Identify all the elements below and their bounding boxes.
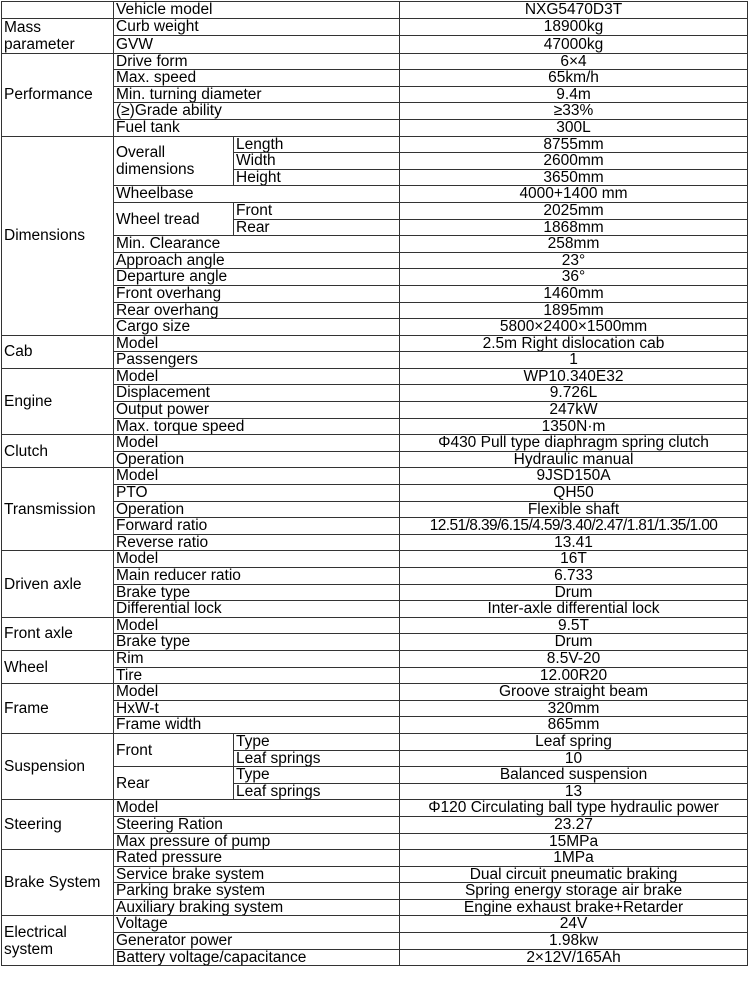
- param-label: Model: [114, 551, 400, 568]
- param-value: 8755mm: [400, 136, 748, 153]
- param-label: Differential lock: [114, 601, 400, 618]
- param-label: Forward ratio: [114, 518, 400, 535]
- group-title: Electrical system: [2, 916, 114, 966]
- table-row: [2, 485, 748, 502]
- param-label: Rated pressure: [114, 850, 400, 867]
- param-label: Model: [114, 468, 400, 485]
- table-row: [2, 252, 748, 269]
- param-value: Engine exhaust brake+Retarder: [400, 899, 748, 916]
- table-row: [2, 468, 748, 485]
- param-label: Type: [234, 733, 400, 750]
- table-row: [2, 700, 748, 717]
- param-value: 3650mm: [400, 169, 748, 186]
- table-row: [2, 684, 748, 701]
- table-row: [2, 767, 748, 784]
- table-row: [2, 352, 748, 369]
- param-value: Dual circuit pneumatic braking: [400, 866, 748, 883]
- group-title: Cab: [2, 335, 114, 368]
- table-row: [2, 883, 748, 900]
- table-row: [2, 717, 748, 734]
- param-label: (≥)Grade ability: [114, 103, 400, 120]
- param-value: 65km/h: [400, 70, 748, 87]
- param-value: 47000kg: [400, 36, 748, 54]
- table-row: [2, 568, 748, 585]
- table-row: [2, 119, 748, 136]
- param-value: 6.733: [400, 568, 748, 585]
- table-row: [2, 584, 748, 601]
- table-row: [2, 53, 748, 70]
- param-value: 1MPa: [400, 850, 748, 867]
- table-row: [2, 36, 748, 54]
- param-label: Length: [234, 136, 400, 153]
- table-row: [2, 650, 748, 667]
- param-value: 13: [400, 783, 748, 800]
- table-row: [2, 385, 748, 402]
- param-label: Model: [114, 617, 400, 634]
- table-row: [2, 435, 748, 452]
- param-label: Vehicle model: [114, 2, 400, 19]
- table-row: [2, 850, 748, 867]
- param-label: Parking brake system: [114, 883, 400, 900]
- param-label: Rear overhang: [114, 302, 400, 319]
- group-title: Performance: [2, 53, 114, 136]
- param-value: 23°: [400, 252, 748, 269]
- table-row: [2, 866, 748, 883]
- param-label: Battery voltage/capacitance: [114, 949, 400, 966]
- table-row: [2, 551, 748, 568]
- param-value: 1: [400, 352, 748, 369]
- param-value: 4000+1400 mm: [400, 186, 748, 203]
- table-row: [2, 899, 748, 916]
- param-label: Model: [114, 335, 400, 352]
- param-label: Passengers: [114, 352, 400, 369]
- param-value: Drum: [400, 584, 748, 601]
- param-label: Leaf springs: [234, 750, 400, 767]
- table-row: [2, 103, 748, 120]
- table-row: [2, 285, 748, 302]
- param-label: Min. Clearance: [114, 236, 400, 253]
- param-value: QH50: [400, 485, 748, 502]
- param-label: Voltage: [114, 916, 400, 933]
- table-row: [2, 302, 748, 319]
- param-value: 13.41: [400, 534, 748, 551]
- subgroup-label: Rear: [114, 767, 234, 800]
- param-label: Frame width: [114, 717, 400, 734]
- table-row: [2, 916, 748, 933]
- table-row: [2, 236, 748, 253]
- param-label: Min. turning diameter: [114, 86, 400, 103]
- table-row: [2, 451, 748, 468]
- param-label: Width: [234, 153, 400, 170]
- param-label: Tire: [114, 667, 400, 684]
- param-value: 9JSD150A: [400, 468, 748, 485]
- group-title: Engine: [2, 368, 114, 434]
- param-label: Front overhang: [114, 285, 400, 302]
- param-label: Max. torque speed: [114, 418, 400, 435]
- table-row: [2, 335, 748, 352]
- param-label: GVW: [114, 36, 400, 54]
- param-value: Balanced suspension: [400, 767, 748, 784]
- param-value: 2025mm: [400, 202, 748, 219]
- param-value: Groove straight beam: [400, 684, 748, 701]
- subgroup-label: Wheel tread: [114, 202, 234, 235]
- table-row: [2, 501, 748, 518]
- spec-table: [1, 1, 748, 966]
- table-row: [2, 518, 748, 535]
- param-label: Drive form: [114, 53, 400, 70]
- param-value: 9.726L: [400, 385, 748, 402]
- param-label: Max. speed: [114, 70, 400, 87]
- param-label: Cargo size: [114, 319, 400, 336]
- param-value: 247kW: [400, 402, 748, 419]
- group-title: Wheel: [2, 650, 114, 683]
- param-label: Approach angle: [114, 252, 400, 269]
- param-label: Reverse ratio: [114, 534, 400, 551]
- param-value: 12.00R20: [400, 667, 748, 684]
- group-title: Front axle: [2, 617, 114, 650]
- param-value: 18900kg: [400, 18, 748, 36]
- param-value: 10: [400, 750, 748, 767]
- param-value: 2.5m Right dislocation cab: [400, 335, 748, 352]
- param-label: Type: [234, 767, 400, 784]
- table-row: [2, 402, 748, 419]
- param-label: Main reducer ratio: [114, 568, 400, 585]
- param-label: Model: [114, 800, 400, 817]
- table-row: [2, 368, 748, 385]
- table-row: [2, 319, 748, 336]
- table-row: [2, 136, 748, 153]
- table-row: [2, 2, 748, 19]
- param-value: 1.98kw: [400, 933, 748, 950]
- table-row: [2, 18, 748, 36]
- param-value: 16T: [400, 551, 748, 568]
- param-value: 12.51/8.39/6.15/4.59/3.40/2.47/1.81/1.35/1.00: [400, 518, 748, 535]
- param-label: HxW-t: [114, 700, 400, 717]
- table-row: [2, 202, 748, 219]
- param-value: 1895mm: [400, 302, 748, 319]
- param-value: WP10.340E32: [400, 368, 748, 385]
- param-value: Flexible shaft: [400, 501, 748, 518]
- table-row: [2, 86, 748, 103]
- param-label: Output power: [114, 402, 400, 419]
- param-value: 2×12V/165Ah: [400, 949, 748, 966]
- table-row: [2, 70, 748, 87]
- param-label: Service brake system: [114, 866, 400, 883]
- param-value: 1460mm: [400, 285, 748, 302]
- table-row: [2, 617, 748, 634]
- param-value: 24V: [400, 916, 748, 933]
- param-label: Operation: [114, 451, 400, 468]
- param-value: 23.27: [400, 816, 748, 833]
- table-row: [2, 733, 748, 750]
- table-row: [2, 534, 748, 551]
- param-value: Spring energy storage air brake: [400, 883, 748, 900]
- param-value: 300L: [400, 119, 748, 136]
- param-label: Displacement: [114, 385, 400, 402]
- param-value: Inter-axle differential lock: [400, 601, 748, 618]
- table-row: [2, 933, 748, 950]
- param-value: Φ430 Pull type diaphragm spring clutch: [400, 435, 748, 452]
- subgroup-label: Overall dimensions: [114, 136, 234, 186]
- param-label: Model: [114, 435, 400, 452]
- table-row: [2, 634, 748, 651]
- param-label: Steering Ration: [114, 816, 400, 833]
- param-label: Model: [114, 684, 400, 701]
- table-row: [2, 601, 748, 618]
- group-title: Mass parameter: [2, 18, 114, 53]
- table-row: [2, 269, 748, 286]
- param-value: NXG5470D3T: [400, 2, 748, 19]
- subgroup-label: Front: [114, 733, 234, 766]
- group-title: Steering: [2, 800, 114, 850]
- param-label: Generator power: [114, 933, 400, 950]
- param-value: Leaf spring: [400, 733, 748, 750]
- table-row: [2, 667, 748, 684]
- param-value: ≥33%: [400, 103, 748, 120]
- table-row: [2, 186, 748, 203]
- param-value: 5800×2400×1500mm: [400, 319, 748, 336]
- table-row: [2, 833, 748, 850]
- param-value: 6×4: [400, 53, 748, 70]
- param-value: 36°: [400, 269, 748, 286]
- group-title: Clutch: [2, 435, 114, 468]
- param-label: PTO: [114, 485, 400, 502]
- group-title: Frame: [2, 684, 114, 734]
- group-title: Transmission: [2, 468, 114, 551]
- param-label: Curb weight: [114, 18, 400, 36]
- table-row: [2, 418, 748, 435]
- param-label: Rim: [114, 650, 400, 667]
- param-value: 9.4m: [400, 86, 748, 103]
- group-title: Brake System: [2, 850, 114, 916]
- param-value: 320mm: [400, 700, 748, 717]
- param-label: Front: [234, 202, 400, 219]
- param-value: 1868mm: [400, 219, 748, 236]
- table-row: [2, 816, 748, 833]
- param-label: Fuel tank: [114, 119, 400, 136]
- param-value: 8.5V-20: [400, 650, 748, 667]
- param-label: Auxiliary braking system: [114, 899, 400, 916]
- param-label: Height: [234, 169, 400, 186]
- param-value: 1350N·m: [400, 418, 748, 435]
- group-title: Dimensions: [2, 136, 114, 335]
- param-value: 865mm: [400, 717, 748, 734]
- group-title: Suspension: [2, 733, 114, 799]
- param-value: 258mm: [400, 236, 748, 253]
- param-value: 15MPa: [400, 833, 748, 850]
- param-label: Wheelbase: [114, 186, 400, 203]
- param-value: Φ120 Circulating ball type hydraulic power: [400, 800, 748, 817]
- table-row: [2, 949, 748, 966]
- param-label: Rear: [234, 219, 400, 236]
- param-label: Model: [114, 368, 400, 385]
- param-label: Leaf springs: [234, 783, 400, 800]
- param-label: Brake type: [114, 634, 400, 651]
- param-label: Departure angle: [114, 269, 400, 286]
- group-cell: [2, 2, 114, 19]
- param-value: Drum: [400, 634, 748, 651]
- table-row: [2, 800, 748, 817]
- param-value: Hydraulic manual: [400, 451, 748, 468]
- param-value: 9.5T: [400, 617, 748, 634]
- group-title: Driven axle: [2, 551, 114, 617]
- param-label: Brake type: [114, 584, 400, 601]
- param-label: Max pressure of pump: [114, 833, 400, 850]
- param-value: 2600mm: [400, 153, 748, 170]
- param-label: Operation: [114, 501, 400, 518]
